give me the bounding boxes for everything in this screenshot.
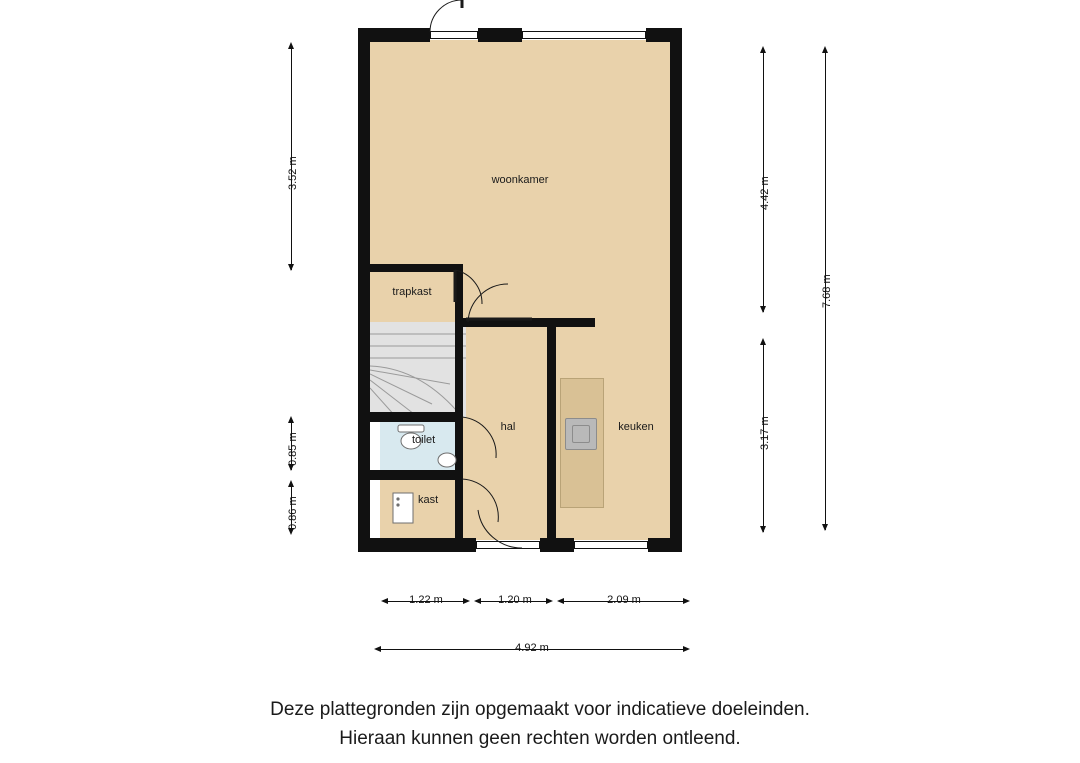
room-label-trapkast: trapkast bbox=[392, 286, 432, 298]
disclaimer-line-1: Deze plattegronden zijn opgemaakt voor indicatieve doeleinden. bbox=[270, 699, 810, 720]
disclaimer bbox=[0, 695, 1080, 753]
door-hal-woonkamer bbox=[466, 282, 536, 326]
dimension-label: 4.42 m bbox=[759, 176, 771, 210]
window-top-right bbox=[522, 31, 646, 39]
dimension-label: 3.17 m bbox=[759, 416, 771, 450]
wall-hal-left-upper bbox=[455, 322, 463, 416]
wall-bottom-left bbox=[358, 538, 476, 552]
dimension-label: 7.68 m bbox=[821, 274, 833, 308]
dimension-label: 3.52 m bbox=[287, 156, 299, 190]
dimension-label: 4.92 m bbox=[515, 642, 549, 654]
room-label-toilet: toilet bbox=[412, 434, 436, 446]
door-entry-top bbox=[428, 0, 488, 40]
dimension-label: 0.86 m bbox=[287, 496, 299, 530]
disclaimer-line-2: Hieraan kunnen geen rechten worden ontleend. bbox=[339, 728, 741, 749]
wall-toilet-top bbox=[370, 412, 463, 422]
room-label-hal: hal bbox=[500, 421, 516, 433]
dimension-label: 0.85 m bbox=[287, 432, 299, 466]
dimension-label: 1.22 m bbox=[409, 594, 443, 606]
dimension-label: 1.20 m bbox=[498, 594, 532, 606]
wall-toilet-bottom bbox=[370, 470, 463, 480]
closet-fixture-icon bbox=[392, 492, 414, 524]
room-fill-woonkamer bbox=[370, 40, 670, 270]
room-label-kast: kast bbox=[418, 494, 439, 506]
cooktop-icon bbox=[565, 418, 597, 450]
room-label-keuken: keuken bbox=[618, 421, 654, 433]
stairs-icon bbox=[370, 322, 466, 417]
wall-bottom-right bbox=[648, 538, 682, 552]
window-bottom-right bbox=[574, 541, 648, 549]
wall-keuken-hal bbox=[547, 318, 556, 542]
wall-right-outer bbox=[670, 28, 682, 552]
wall-trapkast-top bbox=[370, 264, 462, 272]
wall-bottom-mid bbox=[540, 538, 574, 552]
door-back-bottom bbox=[476, 506, 542, 550]
sink-icon bbox=[436, 450, 458, 470]
room-label-woonkamer: woonkamer bbox=[491, 174, 549, 186]
dimension-label: 2.09 m bbox=[607, 594, 641, 606]
